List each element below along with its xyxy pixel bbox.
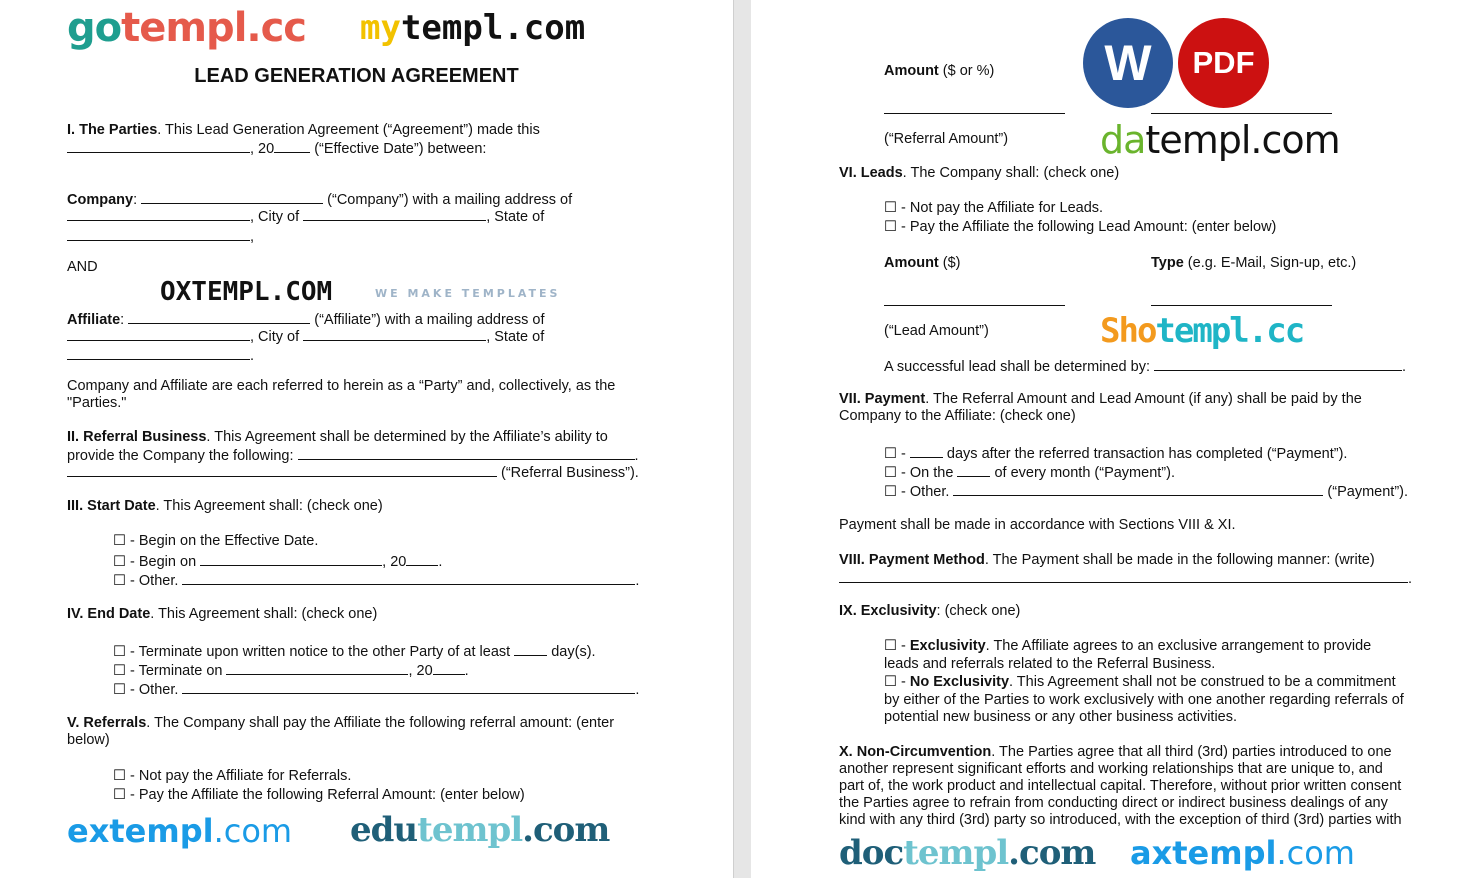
no-exclusivity-option-3: potential new business or any other business activities. [884,709,1238,725]
referral-type-blank[interactable] [1151,113,1332,114]
text-segment: (e.g. E-Mail, Sign-up, etc.) [1183,255,1357,271]
text-segment: templ.cc [121,5,307,51]
text-segment: .com [213,812,293,850]
text-segment: VI. Leads [839,165,903,181]
text-segment: , [250,229,255,245]
fill-in-blank[interactable] [953,482,1323,496]
text-segment: go [67,5,122,51]
fill-in-blank[interactable] [910,444,943,458]
text-segment: Sho [1100,311,1156,351]
text-segment: (“Affiliate”) with a mailing address of [310,312,545,328]
text-segment: ☐ - Terminate on [113,663,227,679]
company-state-blank[interactable] [67,227,250,241]
text-segment: , State of [486,209,545,225]
word-icon: W [1083,18,1173,108]
lead-type-label [1151,255,1356,272]
text-segment: ☐ - Other. [113,573,183,589]
fill-in-blank[interactable] [226,661,408,675]
text-segment: day(s). [547,644,596,660]
text-segment: IX. Exclusivity [839,603,937,619]
payment-method-blank[interactable] [839,569,1408,583]
text-segment: . The Parties agree that all third (3rd) parties introduced to one [991,744,1392,760]
fill-in-blank[interactable] [182,680,635,694]
text-segment: . [1402,359,1407,375]
referral-amount-blank[interactable] [884,113,1065,114]
text-segment: Amount [884,255,939,271]
lead-amount-blank[interactable] [884,305,1065,306]
text-segment: days after the referred transaction has completed (“Payment”). [942,446,1348,462]
page-gutter [733,0,752,878]
text-segment: A successful lead shall be determined by: [884,359,1155,375]
lead-amount-def: (“Lead Amount”) [884,323,989,339]
text-segment: : (check one) [936,603,1021,619]
company-address-line [67,207,544,226]
text-segment: edu [350,810,418,850]
parties-line [67,122,540,139]
text-segment: , City of [250,209,304,225]
party-definition-2: "Parties." [67,395,127,411]
payment-method-heading [839,552,1375,569]
date-line [67,139,486,158]
text-segment: .com [1008,833,1096,873]
leads-option-none[interactable]: ☐ - Not pay the Affiliate for Leads. [884,200,1104,216]
end-date-heading [67,606,377,623]
text-segment: . [1408,571,1413,587]
text-segment: doc [839,833,904,873]
exclusivity-heading [839,603,1020,620]
end-option-date[interactable] [113,661,469,680]
text-segment: , 20 [250,141,275,157]
document-title: LEAD GENERATION AGREEMENT [194,65,519,87]
text-segment: .com [522,810,610,850]
text-segment: templ.com [400,8,586,48]
and-label: AND [67,259,98,275]
non-circumvention-3: part of, the work product and intellectual capital. Therefore, without prior written consent [839,778,1402,794]
affiliate-name-blank[interactable] [128,310,310,324]
text-segment: . [464,663,469,679]
affiliate-address-blank[interactable] [67,327,250,341]
text-segment: templ [417,810,523,850]
payment-method-line [839,569,1412,588]
text-segment: ☐ - [884,446,910,462]
text-segment: of every month (“Payment”). [990,465,1175,481]
text-segment: , 20 [382,554,407,570]
text-segment: No Exclusivity [909,674,1010,690]
page-left [0,0,733,878]
text-segment: templ.cc [1155,311,1304,351]
non-circumvention-5: kind with any third (3rd) party so introduced, with the exception of third (3rd) parties with [839,812,1402,828]
affiliate-state-blank[interactable] [67,346,250,360]
payment-option-other[interactable] [884,482,1408,501]
text-segment: . This Agreement shall: (check one) [150,606,378,622]
exclusivity-option[interactable] [884,638,1371,655]
end-option-other[interactable] [113,680,639,699]
text-segment: . The Company shall: (check one) [902,165,1120,181]
watermark-extempl [67,814,292,849]
referrals-heading [67,715,614,732]
text-segment: Type [1151,255,1184,271]
fill-in-blank[interactable] [182,571,635,585]
start-date-heading [67,498,383,515]
affiliate-state-line [67,346,254,365]
text-segment: da [1100,118,1146,162]
text-segment: III. Start Date [67,498,156,514]
text-segment: . The Referral Amount and Lead Amount (if any) shall be paid by the [925,391,1362,407]
text-segment: , City of [250,329,304,345]
text-segment: . This Agreement shall not be construed to be a commitment [1009,674,1396,690]
end-option-notice[interactable] [113,642,596,661]
text-segment: II. Referral Business [67,429,207,445]
text-segment: VII. Payment [839,391,926,407]
fill-in-blank[interactable] [200,552,382,566]
watermark-oxtempl-sub: WE MAKE TEMPLATES [375,287,561,300]
text-segment: ☐ - On the [884,465,958,481]
text-segment: I. The Parties [67,122,158,138]
text-segment: ☐ - Begin on [113,554,201,570]
company-line: Company: (“Company”) with a mailing address of [67,192,573,208]
referral-option-pay[interactable]: ☐ - Pay the Affiliate the following Referral Amount: (enter below) [113,787,525,803]
text-segment: ☐ - [884,638,910,654]
text-segment: Company [67,192,134,208]
referral-business-blank[interactable] [298,446,635,460]
text-segment: .com [1276,834,1355,872]
text-segment: templ.com [1145,118,1340,162]
lead-amount-label [884,255,961,272]
fill-in-blank[interactable] [433,661,465,675]
referral-business-blank-2[interactable] [67,463,497,477]
affiliate-line: Affiliate: (“Affiliate”) with a mailing address of [67,312,545,328]
text-segment: . [635,573,640,589]
text-segment: . The Company shall pay the Affiliate the following referral amount: (enter [146,715,615,731]
text-segment: . The Affiliate agrees to an exclusive arrangement to provide [985,638,1372,654]
fill-in-blank[interactable] [957,463,990,477]
text-segment: Affiliate [67,312,121,328]
lead-type-blank[interactable] [1151,305,1332,306]
text-segment: X. Non-Circumvention [839,744,992,760]
text-segment: (“Payment”). [1323,484,1408,500]
pdf-icon: PDF [1178,18,1269,108]
referral-business-line-2 [67,463,639,482]
text-segment: axtempl [1130,834,1277,872]
text-segment: provide the Company the following: [67,448,298,464]
company-city-blank[interactable] [303,207,486,221]
text-segment: , State of [486,329,545,345]
watermark-gotempl [67,6,306,50]
company-address-blank[interactable] [67,207,250,221]
text-segment: ☐ - Other. [113,682,183,698]
text-segment: (“Effective Date”) between: [310,141,487,157]
start-option-effective[interactable]: ☐ - Begin on the Effective Date. [113,533,319,549]
affiliate-address-line [67,327,544,346]
text-segment: ($ or %) [938,63,995,79]
company-state-line [67,227,254,246]
text-segment: ($) [938,255,961,271]
text-segment: templ [903,833,1009,873]
year-blank[interactable] [274,139,310,153]
text-segment: V. Referrals [67,715,147,731]
text-segment: Amount [884,63,939,79]
text-segment: (“Company”) with a mailing address of [323,192,573,208]
referral-business-heading [67,429,608,446]
day-blank[interactable] [67,139,250,153]
text-segment: ☐ - Terminate upon written notice to the other Party of at least [113,644,515,660]
watermark-oxtempl: OXTEMPL.COM [160,277,333,307]
watermark-mytempl [360,10,585,47]
text-segment: VIII. Payment Method [839,552,985,568]
fill-in-blank[interactable] [514,642,547,656]
text-segment: . [635,682,640,698]
referral-option-none[interactable]: ☐ - Not pay the Affiliate for Referrals. [113,768,352,784]
text-segment: IV. End Date [67,606,151,622]
payment-heading-2: Company to the Affiliate: (check one) [839,408,1076,424]
affiliate-city-blank[interactable] [303,327,486,341]
text-segment: ☐ - Other. [884,484,954,500]
leads-heading [839,165,1119,182]
payment-option-monthly[interactable] [884,463,1175,482]
text-segment: ☐ - [884,674,910,690]
non-circumvention-heading [839,744,1392,761]
successful-lead-blank[interactable] [1154,357,1402,371]
exclusivity-option-2: leads and referrals related to the Referral Business. [884,656,1216,672]
start-option-other[interactable] [113,571,639,590]
text-segment: (“Referral Business”). [497,465,639,481]
company-name-blank[interactable] [141,190,323,204]
successful-lead-line [884,357,1406,376]
payment-heading [839,391,1362,408]
text-segment: . [438,554,443,570]
text-segment: . This Agreement shall: (check one) [155,498,383,514]
no-exclusivity-option-2: by either of the Parties to work exclusively with one another regarding referrals of [884,692,1404,708]
text-segment: , 20 [408,663,433,679]
referral-amount-label [884,63,994,80]
text-segment: . This Agreement shall be determined by the Affiliate’s ability to [206,429,608,445]
text-segment: . The Payment shall be made in the following manner: (write) [984,552,1375,568]
text-segment: . This Lead Generation Agreement (“Agreement”) made this [157,122,540,138]
no-exclusivity-option[interactable] [884,674,1396,691]
text-segment: . [250,348,255,364]
non-circumvention-4: the Parties agree to refrain from conducting direct or indirect business dealings of any [839,795,1388,811]
referral-amount-def: (“Referral Amount”) [884,131,1009,147]
start-option-date[interactable] [113,552,442,571]
fill-in-blank[interactable] [406,552,438,566]
text-segment: extempl [67,812,214,850]
party-definition: Company and Affiliate are each referred to herein as a “Party” and, collectively, as the [67,378,616,394]
payment-option-days[interactable] [884,444,1347,463]
text-segment: my [360,8,401,48]
leads-option-pay[interactable]: ☐ - Pay the Affiliate the following Lead Amount: (enter below) [884,219,1277,235]
non-circumvention-2: another represent significant efforts and working relationships that are unique to, and [839,761,1383,777]
referrals-heading-2: below) [67,732,110,748]
watermark-edutempl [350,812,609,849]
text-segment: Exclusivity [909,638,986,654]
payment-sections: Payment shall be made in accordance with Sections VIII & XI. [839,517,1236,533]
text-segment: . [634,448,639,464]
